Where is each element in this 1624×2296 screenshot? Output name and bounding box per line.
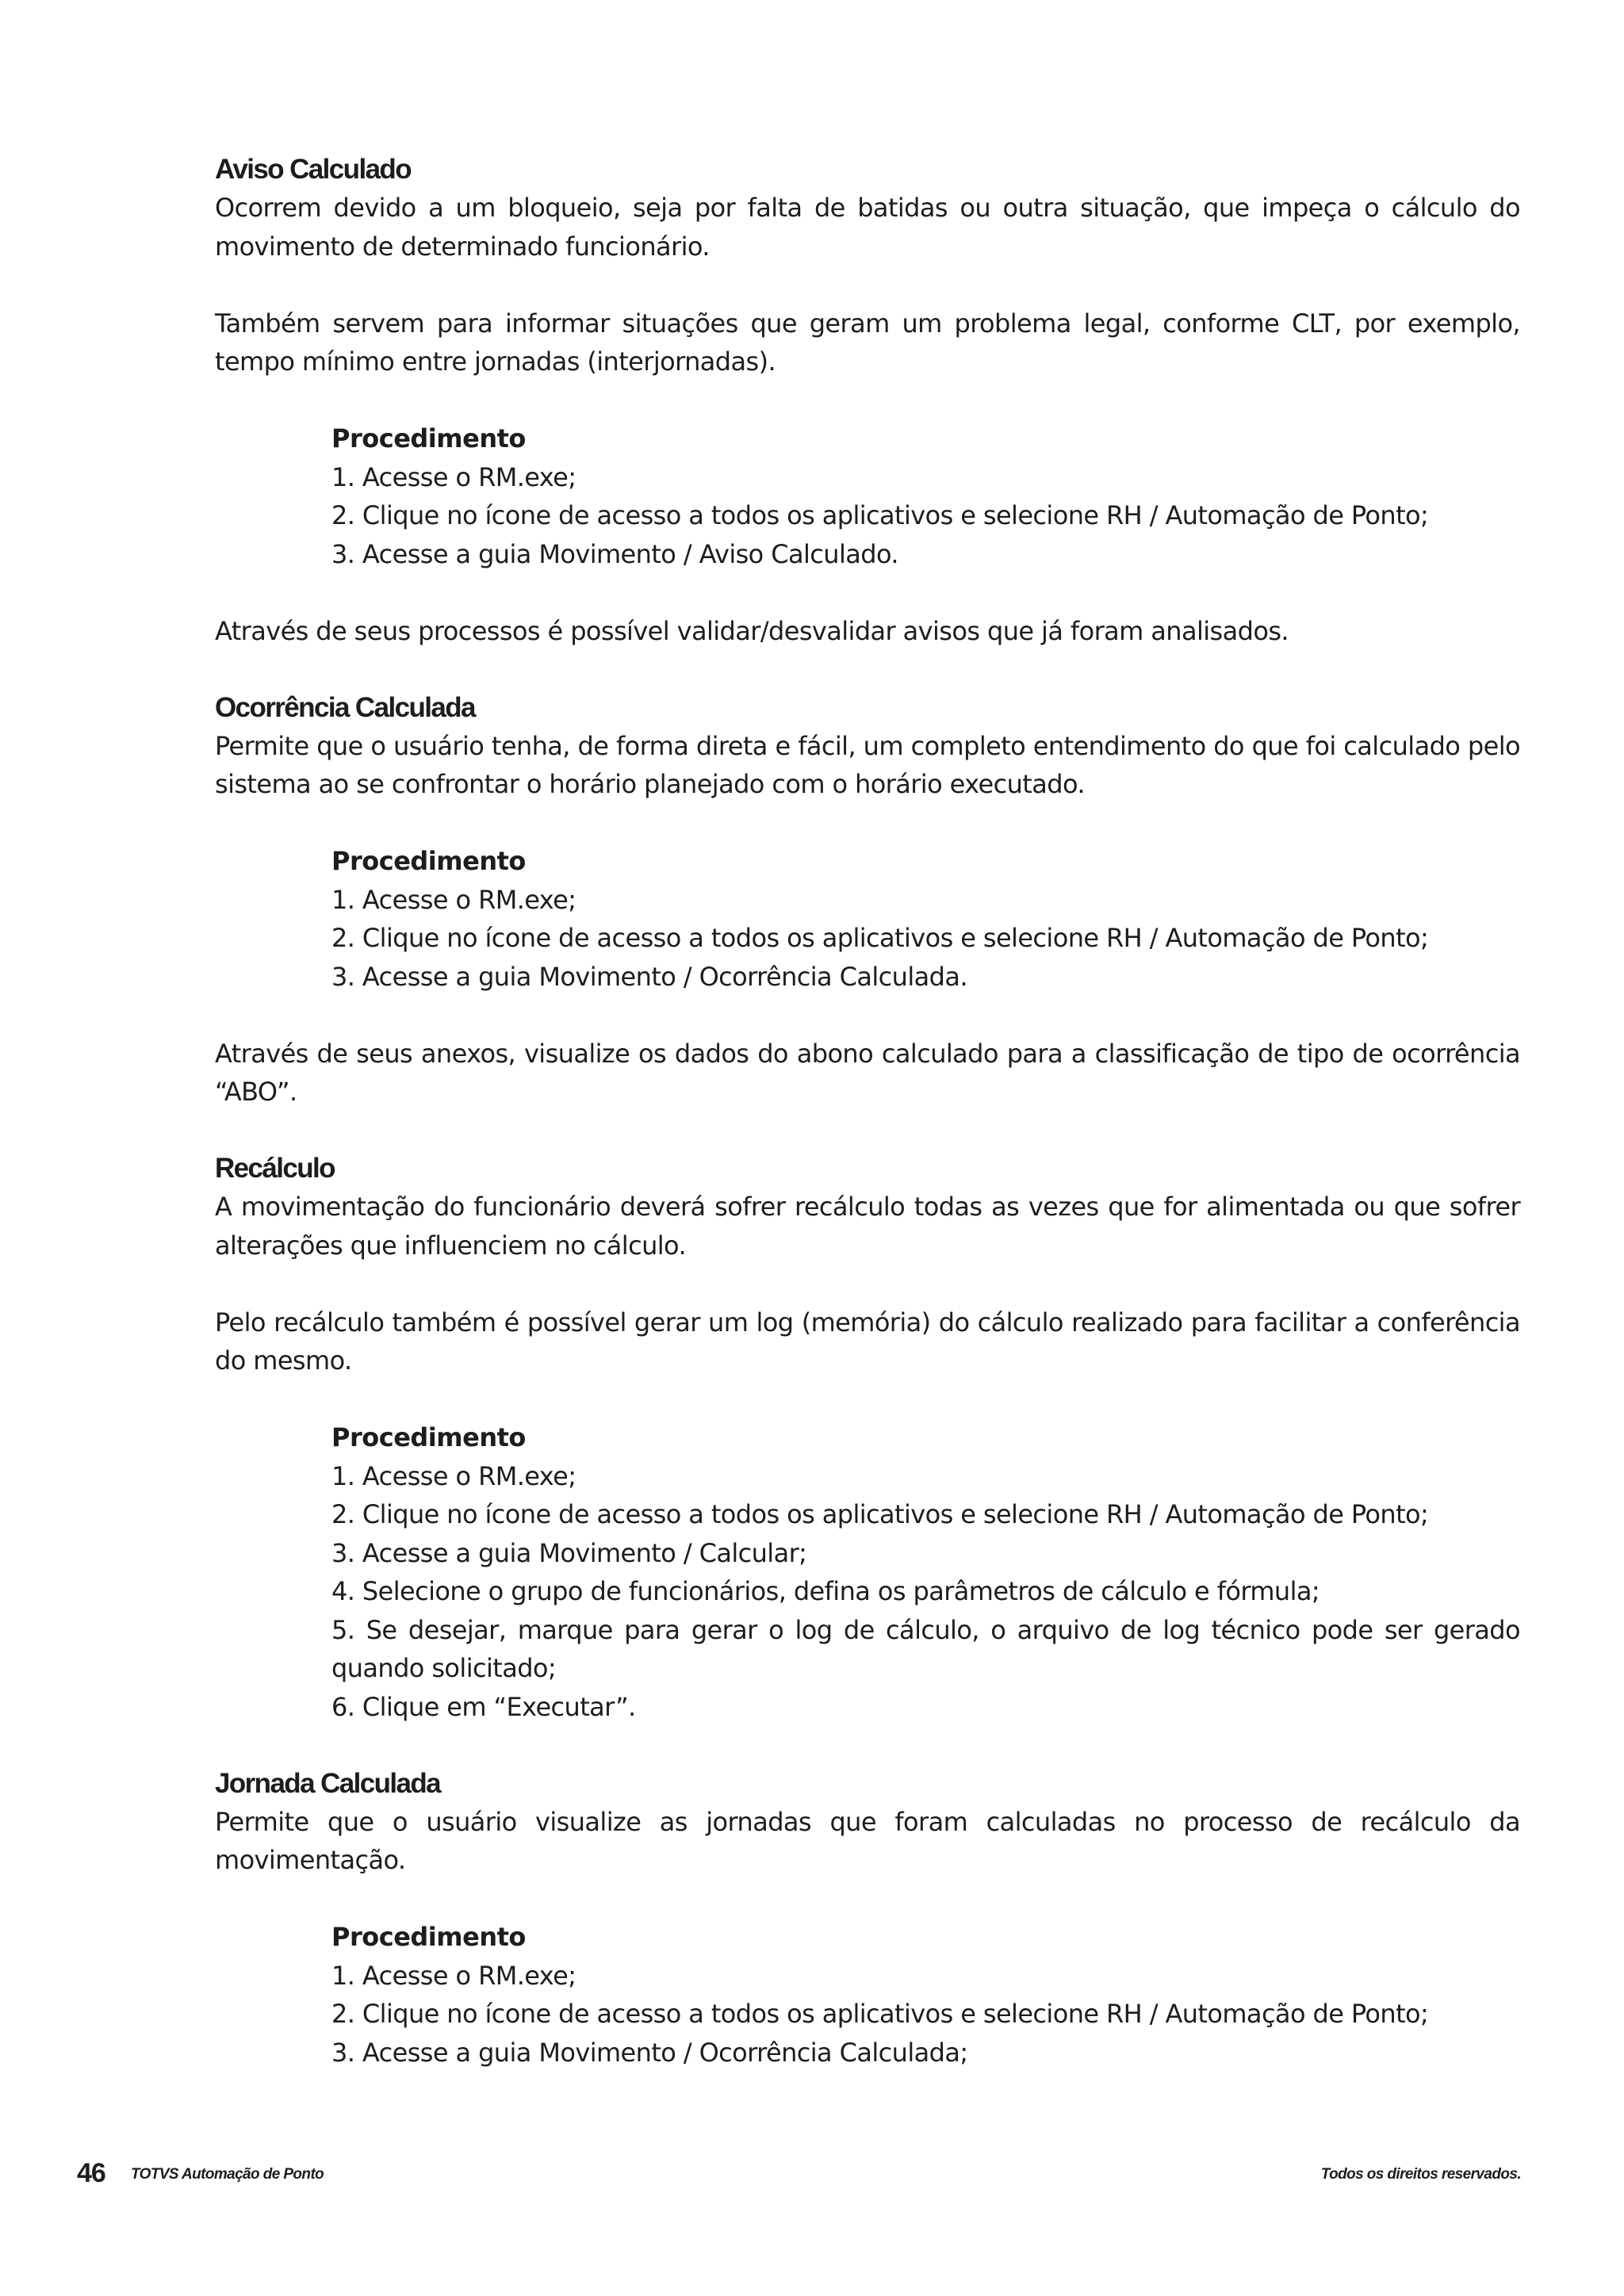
paragraph: Permite que o usuário visualize as jornadas que foram calculadas no processo de recálculo da movimentação. [215,1806,1520,1875]
paragraph: Através de seus anexos, visualize os dados do abono calculado para a classificação de tipo de ocorrência “ABO”. [215,1038,1520,1107]
paragraph: Permite que o usuário tenha, de forma direta e fácil, um completo entendimento do que foi calculado pelo sistema ao se confrontar o horário planejado com o horário executado. [215,730,1520,799]
document-body [215,151,1520,2110]
procedure-step: 2. Clique no ícone de acesso a todos os aplicativos e selecione RH / Automação de Ponto; [331,923,1429,953]
procedure-step: 2. Clique no ícone de acesso a todos os aplicativos e selecione RH / Automação de Ponto; [331,500,1429,530]
procedure-step: 3. Acesse a guia Movimento / Ocorrência Calculada. [331,961,967,992]
procedure-title: Procedimento [331,423,526,453]
footer-rights: Todos os direitos reservados. [1320,2166,1521,2183]
page-number: 46 [77,2158,105,2188]
section-heading-recalculo: Recálculo [215,1153,335,1184]
procedure-steps [331,1957,1520,2072]
procedure-step: 6. Clique em “Executar”. [331,1691,636,1722]
paragraph: Ocorrem devido a um bloqueio, seja por falta de batidas ou outra situação, que impeça o cálculo do movimento de determinado funcionário. [215,193,1520,262]
section-heading-jornada-calculada: Jornada Calculada [215,1767,441,1799]
paragraph: Através de seus processos é possível validar/desvalidar avisos que já foram analisados. [215,615,1289,646]
procedure-step: 2. Clique no ícone de acesso a todos os aplicativos e selecione RH / Automação de Ponto; [331,1499,1429,1529]
footer-title: TOTVS Automação de Ponto [131,2166,324,2183]
procedure-block [331,1918,1520,2072]
procedure-step: 1. Acesse o RM.exe; [331,1960,576,1991]
procedure-title: Procedimento [331,1922,526,1952]
procedure-steps [331,881,1520,997]
paragraph: A movimentação do funcionário deverá sofrer recálculo todas as vezes que for alimentada ou que sofrer alterações que influenciem no cálculo. [215,1192,1520,1261]
procedure-title: Procedimento [331,846,526,876]
procedure-block [331,842,1520,996]
procedure-steps [331,458,1520,574]
procedure-step: 4. Selecione o grupo de funcionários, defina os parâmetros de cálculo e fórmula; [331,1576,1320,1606]
procedure-step: 3. Acesse a guia Movimento / Ocorrência Calculada; [331,2037,968,2068]
section-heading-ocorrencia-calculada: Ocorrência Calculada [215,691,475,723]
procedure-step: 3. Acesse a guia Movimento / Calcular; [331,1537,807,1568]
paragraph: Pelo recálculo também é possível gerar um log (memória) do cálculo realizado para facilitar a conferência do mesmo. [215,1307,1520,1376]
paragraph: Também servem para informar situações que geram um problema legal, conforme CLT, por exemplo, tempo mínimo entre jornadas (interjornadas). [215,308,1520,377]
procedure-step: 3. Acesse a guia Movimento / Aviso Calculado. [331,538,898,569]
procedure-block [331,1418,1520,1726]
procedure-step: 5. Se desejar, marque para gerar o log de cálculo, o arquivo de log técnico pode ser gerado quando solicitado; [331,1614,1520,1683]
procedure-step: 1. Acesse o RM.exe; [331,884,576,915]
procedure-block [331,419,1520,573]
procedure-step: 1. Acesse o RM.exe; [331,461,576,492]
procedure-step: 2. Clique no ícone de acesso a todos os aplicativos e selecione RH / Automação de Ponto; [331,1999,1429,2029]
section-heading-aviso-calculado: Aviso Calculado [215,154,411,185]
procedure-step: 1. Acesse o RM.exe; [331,1460,576,1491]
procedure-title: Procedimento [331,1422,526,1452]
procedure-steps [331,1457,1520,1727]
